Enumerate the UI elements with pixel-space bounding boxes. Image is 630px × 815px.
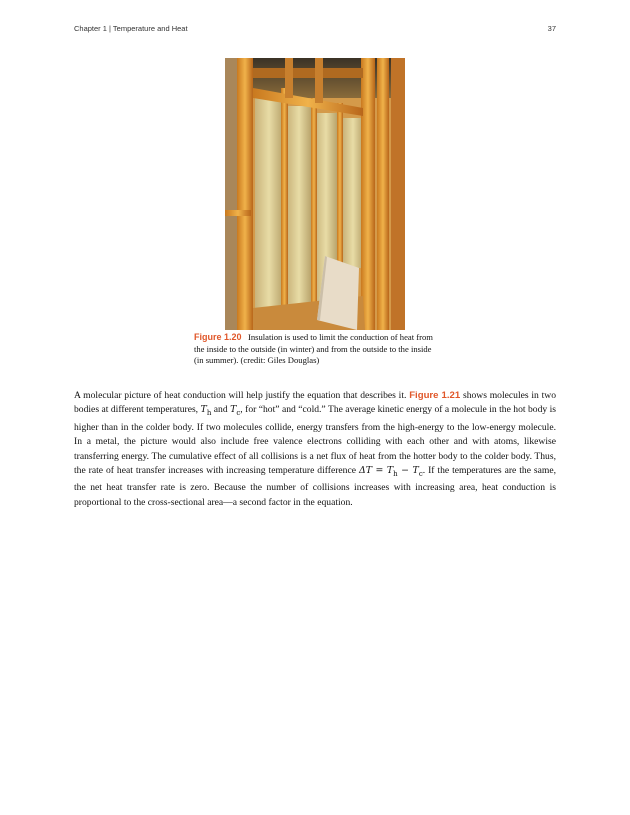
sentence-1: A molecular picture of heat conduction will help justify the equation that describes it. (74, 390, 407, 401)
math-t-hot: $T_h$ (200, 404, 212, 418)
figure-reference-link[interactable]: Figure 1.21 (409, 390, 461, 401)
figure-label: Figure 1.20 (194, 332, 242, 342)
sentence-4: . If the temperatures are the same, the net heat transfer rate is zero. Because the number of collisions increases with increasing area, heat conduction is proportional to the cross-sectional area—a second factor in the equation. (74, 464, 557, 508)
figure-caption (194, 332, 442, 367)
insulation-photo (225, 58, 405, 330)
math-delta-t: $\Delta T = T_h - T_c$ (358, 464, 423, 478)
math-t-cold: $T_c$ (230, 404, 241, 418)
page-number: 37 (547, 24, 556, 33)
sentence-3: , for “hot” and “cold.” The average kinetic energy of a molecule in the hot body is higher than in the colder body. If two molecules collide, energy transfers from the high-energy to the low-energy molecule. In a metal, the picture would also include free valence electrons colliding with each other and with atoms, likewise transferring energy. The cumulative effect of all collisions is a net flux of heat from the hotter body to the colder body. Thus, the rate of heat transfer increases with increasing temperature difference (74, 404, 557, 476)
and-word: and (213, 404, 228, 416)
caption-text: Insulation is used to limit the conduction of heat from the inside to the outside (in winter) and from the outside to the inside (in summer). (credit: Giles Douglas) (194, 332, 433, 366)
page-header (74, 24, 556, 36)
body-paragraph (74, 389, 556, 510)
chapter-title: Chapter 1 | Temperature and Heat (74, 24, 188, 33)
sentence-2: shows molecules in two bodies at different temperatures, (74, 390, 556, 416)
